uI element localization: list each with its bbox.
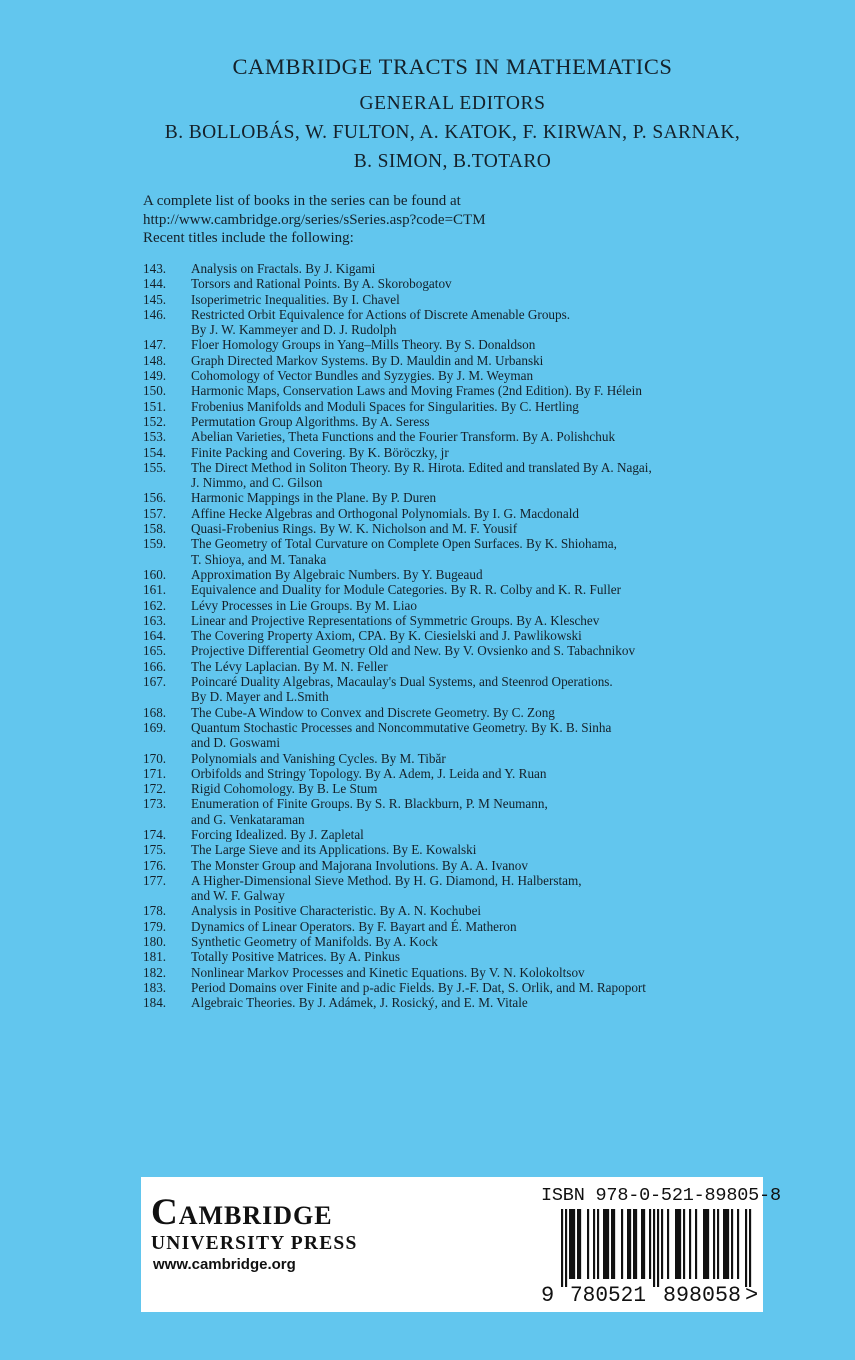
title-item — [143, 536, 763, 567]
title-number: 164. — [143, 628, 167, 644]
title-text: The Covering Property Axiom, CPA. By K. Ciesielski and J. Pawlikowski — [191, 628, 582, 644]
intro-line-3: Recent titles include the following: — [143, 230, 354, 246]
barcode-lead-digit: 9 — [541, 1283, 555, 1307]
barcode-bar — [727, 1209, 729, 1279]
title-number: 157. — [143, 505, 167, 521]
title-number: 173. — [143, 796, 167, 812]
barcode-bar — [723, 1209, 725, 1279]
title-item — [143, 414, 763, 429]
barcode-bar — [689, 1209, 691, 1279]
title-text: A Higher-Dimensional Sieve Method. By H. G. Diamond, H. Halberstam, and W. F. Galway — [191, 872, 582, 904]
barcode-bar — [713, 1209, 715, 1279]
title-number: 158. — [143, 521, 167, 537]
barcode-bar — [649, 1209, 651, 1279]
title-text: Quasi-Frobenius Rings. By W. K. Nicholson and M. F. Yousif — [191, 521, 518, 537]
barcode-right-digits: 898058 — [663, 1283, 741, 1307]
title-number: 172. — [143, 781, 167, 797]
title-item — [143, 751, 763, 766]
barcode-bar — [667, 1209, 669, 1279]
barcode-bar — [745, 1209, 747, 1287]
title-text: Quantum Stochastic Processes and Noncommutative Geometry. By K. B. Sinha and D. Goswami — [191, 719, 612, 751]
title-text: Graph Directed Markov Systems. By D. Mauldin and M. Urbanski — [191, 352, 544, 368]
title-number: 184. — [143, 995, 167, 1011]
barcode-bar — [635, 1209, 637, 1279]
title-number: 156. — [143, 490, 167, 506]
barcode-bar — [587, 1209, 589, 1279]
title-item — [143, 506, 763, 521]
barcode-bar — [737, 1209, 739, 1279]
barcode-bar — [605, 1209, 607, 1279]
title-text: Linear and Projective Representations of Symmetric Groups. By A. Kleschev — [191, 612, 600, 628]
barcode-bar — [717, 1209, 719, 1279]
title-item — [143, 368, 763, 383]
barcode-bar — [629, 1209, 631, 1279]
barcode-bar — [679, 1209, 681, 1279]
title-text: Cohomology of Vector Bundles and Syzygies. By J. M. Weyman — [191, 368, 534, 384]
general-editors-label: GENERAL EDITORS — [359, 93, 546, 114]
barcode-bar — [571, 1209, 573, 1279]
title-number: 144. — [143, 276, 167, 292]
barcode-bar — [611, 1209, 613, 1279]
barcode-bar — [703, 1209, 705, 1279]
title-number: 149. — [143, 368, 167, 384]
intro-line-1: A complete list of books in the series can be found at — [143, 193, 461, 209]
title-item — [143, 307, 763, 338]
title-item — [143, 796, 763, 827]
title-item — [143, 674, 763, 705]
barcode-bar — [565, 1209, 567, 1287]
title-number: 151. — [143, 398, 167, 414]
title-text: Lévy Processes in Lie Groups. By M. Liao — [191, 597, 417, 613]
title-item — [143, 383, 763, 398]
title-number: 169. — [143, 719, 167, 735]
title-item — [143, 705, 763, 720]
title-item — [143, 995, 763, 1010]
title-item — [143, 490, 763, 505]
title-number: 179. — [143, 918, 167, 934]
title-number: 166. — [143, 658, 167, 674]
title-number: 181. — [143, 949, 167, 965]
barcode-bar — [695, 1209, 697, 1279]
barcode-bar — [749, 1209, 751, 1287]
title-text: Orbifolds and Stringy Topology. By A. Adem, J. Leida and Y. Ruan — [191, 765, 547, 781]
title-item — [143, 261, 763, 276]
title-number: 182. — [143, 964, 167, 980]
title-item — [143, 628, 763, 643]
title-number: 155. — [143, 459, 167, 475]
title-number: 168. — [143, 704, 167, 720]
title-item — [143, 292, 763, 307]
series-intro — [143, 192, 783, 248]
publisher-url: www.cambridge.org — [153, 1256, 296, 1273]
title-text: Isoperimetric Inequalities. By I. Chavel — [191, 291, 400, 307]
editors-names-line-2: B. SIMON, B.TOTARO — [353, 151, 552, 172]
title-item — [143, 903, 763, 918]
title-item — [143, 582, 763, 597]
title-number: 163. — [143, 612, 167, 628]
title-text: Abelian Varieties, Theta Functions and the Fourier Transform. By A. Polishchuk — [191, 429, 616, 445]
recent-titles-list — [143, 261, 763, 1011]
title-number: 167. — [143, 674, 167, 690]
title-item — [143, 720, 763, 751]
title-item — [143, 827, 763, 842]
series-url: http://www.cambridge.org/series/sSeries.asp?code=CTM — [143, 211, 486, 228]
title-number: 147. — [143, 337, 167, 353]
barcode-bar — [603, 1209, 605, 1279]
title-text: Poincaré Duality Algebras, Macaulay's Dual Systems, and Steenrod Operations. By D. Mayer and L.Smith — [191, 674, 613, 705]
barcode-bar — [577, 1209, 579, 1279]
title-number: 146. — [143, 306, 167, 322]
title-text: Restricted Orbit Equivalence for Actions of Discrete Amenable Groups. By J. W. Kammeyer and D. J. Rudolph — [191, 306, 571, 338]
title-text: Algebraic Theories. By J. Adámek, J. Rosický, and E. M. Vitale — [191, 995, 528, 1011]
title-text: The Monster Group and Majorana Involutions. By A. A. Ivanov — [191, 857, 528, 873]
barcode-bar — [613, 1209, 615, 1279]
barcode-bar — [641, 1209, 643, 1279]
isbn-barcode — [541, 1209, 761, 1307]
title-number: 180. — [143, 934, 167, 950]
barcode-bar — [627, 1209, 629, 1279]
barcode-bar — [569, 1209, 571, 1279]
title-text: Dynamics of Linear Operators. By F. Bayart and É. Matheron — [191, 918, 517, 934]
title-text: Enumeration of Finite Groups. By S. R. Blackburn, P. M Neumann, and G. Venkataraman — [191, 796, 548, 827]
publisher-subname: UNIVERSITY PRESS — [151, 1233, 358, 1254]
barcode-bar — [597, 1209, 599, 1279]
title-text: Analysis on Fractals. By J. Kigami — [191, 261, 376, 276]
title-number: 175. — [143, 842, 167, 858]
title-item — [143, 613, 763, 628]
barcode-bar — [725, 1209, 727, 1279]
barcode-bar — [593, 1209, 595, 1279]
publisher-barcode-panel — [141, 1177, 781, 1312]
title-text: Forcing Idealized. By J. Zapletal — [191, 826, 364, 842]
title-text: Frobenius Manifolds and Moduli Spaces for Singularities. By C. Hertling — [191, 398, 579, 414]
title-text: The Large Sieve and its Applications. By E. Kowalski — [191, 842, 477, 858]
series-title: CAMBRIDGE TRACTS IN MATHEMATICS — [232, 54, 673, 79]
title-text: Floer Homology Groups in Yang–Mills Theory. By S. Donaldson — [191, 337, 536, 353]
title-number: 176. — [143, 857, 167, 873]
barcode-bar — [579, 1209, 581, 1279]
barcode-bar — [707, 1209, 709, 1279]
title-text: Equivalence and Duality for Module Categories. By R. R. Colby and K. R. Fuller — [191, 582, 621, 598]
title-text: Period Domains over Finite and p-adic Fields. By J.-F. Dat, S. Orlik, and M. Rapoport — [191, 979, 646, 995]
title-item — [143, 949, 763, 964]
title-item — [143, 934, 763, 949]
title-number: 154. — [143, 444, 167, 460]
barcode-bar — [661, 1209, 663, 1279]
title-number: 165. — [143, 643, 167, 659]
title-item — [143, 766, 763, 781]
title-text: Polynomials and Vanishing Cycles. By M. Tibăr — [191, 750, 446, 766]
title-number: 153. — [143, 429, 167, 445]
title-number: 171. — [143, 765, 167, 781]
title-item — [143, 965, 763, 980]
title-number: 148. — [143, 352, 167, 368]
title-number: 178. — [143, 903, 167, 919]
title-item — [143, 873, 763, 904]
barcode-bar — [653, 1209, 655, 1287]
publisher-name: Cambridge — [151, 1192, 333, 1233]
title-number: 159. — [143, 536, 167, 552]
title-text: Analysis in Positive Characteristic. By A. N. Kochubei — [191, 903, 482, 919]
title-number: 160. — [143, 566, 167, 582]
title-item — [143, 781, 763, 796]
title-text: Torsors and Rational Points. By A. Skorobogatov — [191, 276, 452, 292]
title-text: The Geometry of Total Curvature on Complete Open Surfaces. By K. Shiohama, T. Shioya, and M. Tanaka — [191, 536, 617, 567]
barcode-end-mark: > — [745, 1283, 759, 1307]
title-item — [143, 567, 763, 582]
title-item — [143, 858, 763, 873]
title-number: 183. — [143, 979, 167, 995]
title-number: 152. — [143, 413, 167, 429]
title-item — [143, 353, 763, 368]
title-text: Permutation Group Algorithms. By A. Seress — [191, 413, 430, 429]
title-item — [143, 598, 763, 613]
cambridge-logo — [151, 1192, 358, 1255]
title-item — [143, 919, 763, 934]
barcode-bar — [643, 1209, 645, 1279]
editors-names-line-1: B. BOLLOBÁS, W. FULTON, A. KATOK, F. KIRWAN, P. SARNAK, — [164, 122, 741, 143]
isbn-label: ISBN 978-0-521-89805-8 — [541, 1185, 781, 1206]
title-item — [143, 659, 763, 674]
title-item — [143, 337, 763, 352]
title-text: Totally Positive Matrices. By A. Pinkus — [191, 949, 400, 965]
title-text: Finite Packing and Covering. By K. Böröczky, jr — [191, 444, 449, 460]
title-item — [143, 460, 763, 491]
title-item — [143, 643, 763, 658]
title-number: 174. — [143, 826, 167, 842]
barcode-bar — [561, 1209, 563, 1287]
title-text: Approximation By Algebraic Numbers. By Y. Bugeaud — [191, 566, 483, 582]
title-number: 145. — [143, 291, 167, 307]
title-item — [143, 445, 763, 460]
title-item — [143, 276, 763, 291]
title-text: Projective Differential Geometry Old and New. By V. Ovsienko and S. Tabachnikov — [191, 643, 636, 659]
barcode-bar — [607, 1209, 609, 1279]
barcode-bar — [675, 1209, 677, 1279]
title-text: Affine Hecke Algebras and Orthogonal Polynomials. By I. G. Macdonald — [191, 505, 579, 521]
title-number: 161. — [143, 582, 167, 598]
barcode-bar — [677, 1209, 679, 1279]
title-item — [143, 399, 763, 414]
title-item — [143, 842, 763, 857]
title-item — [143, 980, 763, 995]
title-text: The Lévy Laplacian. By M. N. Feller — [191, 658, 388, 674]
title-number: 162. — [143, 597, 167, 613]
title-text: Synthetic Geometry of Manifolds. By A. Kock — [191, 934, 438, 950]
barcode-bar — [657, 1209, 659, 1287]
barcode-bar — [731, 1209, 733, 1279]
title-item — [143, 429, 763, 444]
title-text: Harmonic Maps, Conservation Laws and Moving Frames (2nd Edition). By F. Hélein — [191, 383, 642, 399]
title-item — [143, 521, 763, 536]
barcode-bar — [633, 1209, 635, 1279]
title-number: 143. — [143, 261, 167, 276]
title-text: Harmonic Mappings in the Plane. By P. Duren — [191, 490, 437, 506]
series-header — [0, 52, 855, 176]
title-text: The Direct Method in Soliton Theory. By R. Hirota. Edited and translated By A. Nagai, J. Nimmo, and C. Gilson — [191, 459, 652, 491]
barcode-bar — [683, 1209, 685, 1279]
barcode-bar — [573, 1209, 575, 1279]
title-number: 170. — [143, 750, 167, 766]
title-text: The Cube-A Window to Convex and Discrete Geometry. By C. Zong — [191, 704, 555, 720]
title-number: 150. — [143, 383, 167, 399]
barcode-left-digits: 780521 — [570, 1283, 646, 1307]
title-number: 177. — [143, 872, 167, 888]
barcode-bar — [621, 1209, 623, 1279]
barcode-bar — [705, 1209, 707, 1279]
title-text: Rigid Cohomology. By B. Le Stum — [191, 781, 378, 797]
title-text: Nonlinear Markov Processes and Kinetic Equations. By V. N. Kolokoltsov — [191, 964, 585, 980]
